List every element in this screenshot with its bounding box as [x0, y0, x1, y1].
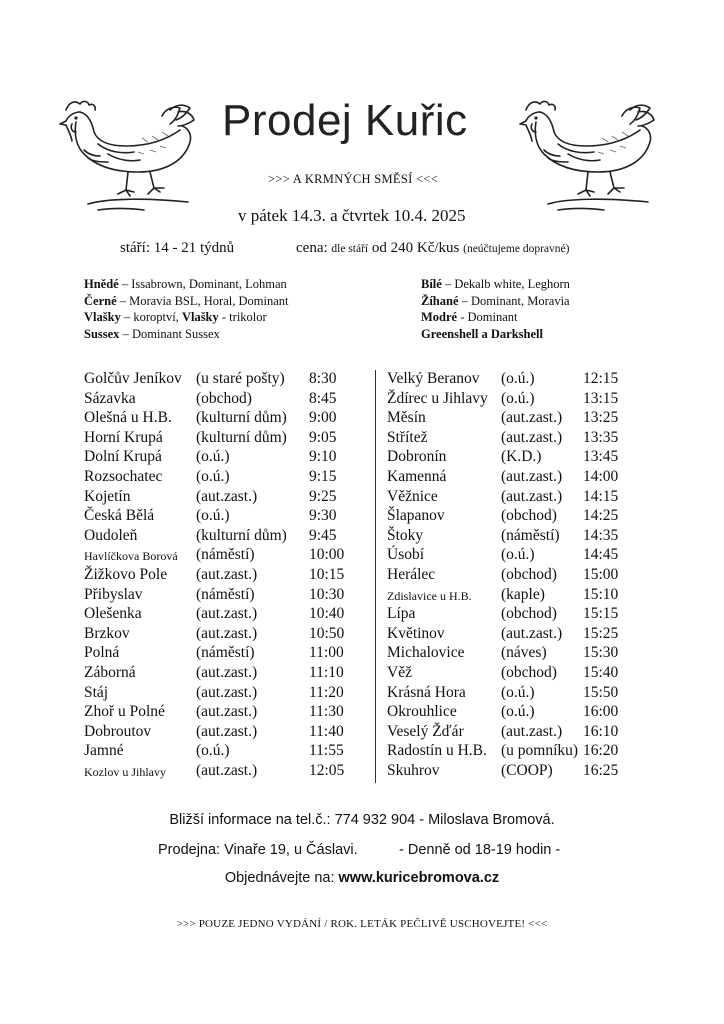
stop-time: 14:15 [583, 487, 619, 505]
breed-item: Vlašky – koroptví, Vlašky - trikolor [84, 310, 267, 324]
stop-location: (obchod) [501, 605, 557, 623]
stop-place: Žižkovo Pole [84, 565, 168, 583]
stop-location: (kulturní dům) [196, 428, 287, 446]
stop-place: Lípa [387, 605, 416, 623]
schedule-row [387, 448, 627, 468]
stop-time: 10:40 [309, 605, 345, 623]
stop-location: (o.ú.) [501, 703, 535, 721]
price-info [296, 240, 569, 257]
stop-location: (aut.zast.) [501, 409, 563, 427]
stop-place: Věž [387, 663, 412, 681]
breed-item: Hnědé – Issabrown, Dominant, Lohman [84, 277, 287, 291]
stop-time: 11:10 [309, 663, 344, 681]
stop-location: (aut.zast.) [501, 624, 563, 642]
schedule-row [387, 429, 627, 449]
stop-location: (náměstí) [501, 526, 560, 544]
schedule-row [84, 742, 354, 762]
schedule-row [84, 390, 354, 410]
schedule-row [387, 468, 627, 488]
schedule-row [387, 762, 627, 782]
schedule-row [387, 586, 627, 606]
stop-time: 10:50 [309, 624, 345, 642]
stop-time: 9:45 [309, 526, 337, 544]
stop-time: 15:00 [583, 565, 619, 583]
breed-item: Žíhané – Dominant, Moravia [421, 293, 570, 308]
schedule-right-column [387, 370, 627, 781]
stop-place: Štoky [387, 526, 424, 544]
stop-time: 8:45 [309, 389, 337, 407]
schedule-row [84, 409, 354, 429]
schedule-row [387, 409, 627, 429]
stop-place: Rozsochatec [84, 467, 163, 485]
stop-time: 11:30 [309, 703, 344, 721]
stop-time: 13:25 [583, 409, 619, 427]
stop-place: Havlíčkova Borová [84, 549, 178, 564]
stop-time: 11:55 [309, 742, 344, 760]
stop-place: Horní Krupá [84, 428, 163, 446]
column-divider [375, 370, 376, 783]
schedule-left-column [84, 370, 354, 781]
stop-time: 15:40 [583, 663, 619, 681]
stop-location: (aut.zast.) [196, 624, 258, 642]
stop-place: Zhoř u Polné [84, 703, 165, 721]
stop-location: (o.ú.) [196, 448, 230, 466]
breed-item: Černé – Moravia BSL, Horal, Dominant [84, 293, 289, 308]
stop-time: 10:30 [309, 585, 345, 603]
stop-location: (obchod) [196, 389, 252, 407]
stop-time: 12:15 [583, 370, 619, 387]
stop-time: 16:10 [583, 722, 619, 740]
stop-place: Golčův Jeníkov [84, 370, 182, 387]
stop-time: 14:25 [583, 507, 619, 525]
stop-place: Kojetín [84, 487, 131, 505]
stop-location: (aut.zast.) [196, 722, 258, 740]
schedule-row [387, 527, 627, 547]
stop-place: Kamenná [387, 467, 447, 485]
stop-place: Kozlov u Jihlavy [84, 764, 166, 779]
stop-place: Zdislavice u H.B. [387, 588, 472, 603]
breeds-list-left [84, 276, 288, 342]
stop-location: (o.ú.) [196, 742, 230, 760]
schedule-row [387, 625, 627, 645]
stop-time: 15:30 [583, 644, 619, 662]
stop-place: Ždírec u Jihlavy [387, 389, 488, 407]
stop-time: 15:25 [583, 624, 619, 642]
stop-time: 11:20 [309, 683, 344, 701]
stop-time: 11:00 [309, 644, 344, 662]
stop-place: Olešenka [84, 605, 142, 623]
stop-place: Michalovice [387, 644, 465, 662]
stop-location: (náměstí) [196, 585, 255, 603]
stop-place: Úsobí [387, 546, 425, 564]
breeds-list-right [421, 276, 570, 342]
stop-time: 9:25 [309, 487, 337, 505]
stop-place: Věžnice [387, 487, 438, 505]
stop-place: Měsín [387, 409, 426, 427]
stop-location: (aut.zast.) [196, 565, 258, 583]
stop-place: Dobroutov [84, 722, 152, 740]
stop-location: (aut.zast.) [196, 605, 258, 623]
website-link[interactable]: www.kuricebromova.cz [338, 870, 500, 886]
schedule-row [387, 546, 627, 566]
stop-place: Sázavka [84, 389, 136, 407]
stop-time: 10:00 [309, 546, 345, 564]
stop-location: (u pomníku) [501, 742, 579, 760]
stop-location: (o.ú.) [196, 507, 230, 525]
stop-location: (obchod) [501, 565, 557, 583]
stop-time: 15:10 [583, 585, 619, 603]
schedule-row [387, 703, 627, 723]
stop-time: 14:00 [583, 467, 619, 485]
stop-place: Česká Bělá [84, 507, 155, 525]
stop-time: 16:25 [583, 761, 619, 779]
stop-location: (COOP) [501, 761, 553, 779]
stop-time: 11:40 [309, 722, 344, 740]
stop-location: (o.ú.) [501, 370, 535, 387]
stop-location: (aut.zast.) [196, 761, 258, 779]
page-title: Prodej Kuřic [222, 96, 468, 145]
stop-location: (aut.zast.) [501, 467, 563, 485]
stop-time: 9:05 [309, 428, 337, 446]
schedule-row [84, 468, 354, 488]
stop-location: (kulturní dům) [196, 409, 287, 427]
schedule-row [84, 586, 354, 606]
stop-place: Brzkov [84, 624, 130, 642]
schedule-row [387, 605, 627, 625]
schedule-row [84, 566, 354, 586]
opening-hours: - Denně od 18-19 hodin - [399, 842, 561, 858]
stop-location: (aut.zast.) [501, 722, 563, 740]
hen-illustration-right [518, 92, 676, 222]
breed-item: Modré - Dominant [421, 310, 518, 324]
order-line [0, 870, 724, 886]
stop-location: (u staré pošty) [196, 370, 285, 387]
schedule-row [84, 703, 354, 723]
stop-place: Skuhrov [387, 761, 440, 779]
stop-time: 9:15 [309, 467, 337, 485]
schedule-row [387, 566, 627, 586]
schedule-row [84, 723, 354, 743]
stop-place: Herálec [387, 565, 436, 583]
stop-location: (o.ú.) [196, 467, 230, 485]
stop-time: 10:15 [309, 565, 345, 583]
stop-location: (K.D.) [501, 448, 542, 466]
schedule-row [84, 527, 354, 547]
stop-location: (aut.zast.) [501, 487, 563, 505]
schedule-row [84, 488, 354, 508]
stop-place: Střítež [387, 428, 428, 446]
stop-place: Stáj [84, 683, 109, 701]
schedule-row [387, 684, 627, 704]
schedule-row [84, 429, 354, 449]
stop-time: 16:20 [583, 742, 619, 760]
stop-place: Květinov [387, 624, 445, 642]
breed-item: Bílé – Dekalb white, Leghorn [421, 277, 570, 291]
stop-location: (náměstí) [196, 644, 255, 662]
stop-location: (aut.zast.) [501, 428, 563, 446]
schedule-row [84, 625, 354, 645]
price-note: (neúčtujeme dopravné) [463, 243, 570, 255]
shop-address: Prodejna: Vinaře 19, u Čáslavi. [158, 842, 358, 858]
schedule-row [84, 370, 354, 390]
stop-time: 16:00 [583, 703, 619, 721]
stop-place: Oudoleň [84, 526, 138, 544]
price-label: cena: [296, 240, 328, 256]
stop-location: (náves) [501, 644, 547, 662]
stop-place: Radostín u H.B. [387, 742, 487, 760]
schedule-row [84, 644, 354, 664]
schedule-row [387, 723, 627, 743]
breed-item: Greenshell a Darkshell [421, 326, 543, 341]
breed-item: Sussex – Dominant Sussex [84, 326, 220, 341]
stop-location: (aut.zast.) [196, 487, 258, 505]
schedule-row [387, 390, 627, 410]
schedule-row [84, 664, 354, 684]
stop-location: (náměstí) [196, 546, 255, 564]
price-value: od 240 Kč/kus [371, 240, 460, 256]
stop-location: (aut.zast.) [196, 663, 258, 681]
schedule-row [84, 448, 354, 468]
stop-location: (o.ú.) [501, 683, 535, 701]
footnote: >>> POUZE JEDNO VYDÁNÍ / ROK. LETÁK PEČLIVĚ USCHOVEJTE! <<< [176, 918, 548, 930]
schedule-row [387, 507, 627, 527]
stop-place: Okrouhlice [387, 703, 457, 721]
stop-location: (obchod) [501, 663, 557, 681]
stop-place: Šlapanov [387, 507, 445, 525]
stop-time: 15:15 [583, 605, 619, 623]
schedule-row [84, 684, 354, 704]
contact-info: Bližší informace na tel.č.: 774 932 904 - Miloslava Bromová. [169, 812, 555, 828]
stop-time: 9:00 [309, 409, 337, 427]
stop-time: 9:10 [309, 448, 337, 466]
schedule-row [387, 664, 627, 684]
schedule-row [387, 742, 627, 762]
subtitle: >>> A KRMNÝCH SMĚSÍ <<< [268, 172, 439, 186]
schedule-row [84, 507, 354, 527]
stop-location: (o.ú.) [501, 389, 535, 407]
stop-location: (kaple) [501, 585, 545, 603]
sale-dates: v pátek 14.3. a čtvrtek 10.4. 2025 [238, 206, 466, 225]
stop-location: (aut.zast.) [196, 683, 258, 701]
age-info: stáří: 14 - 21 týdnů [120, 240, 235, 256]
stop-time: 12:05 [309, 761, 345, 779]
stop-time: 13:15 [583, 389, 619, 407]
stop-location: (o.ú.) [501, 546, 535, 564]
schedule-row [84, 605, 354, 625]
stop-place: Záborná [84, 663, 136, 681]
stop-place: Polná [84, 644, 120, 662]
schedule-row [84, 762, 354, 782]
stop-location: (kulturní dům) [196, 526, 287, 544]
stop-time: 14:35 [583, 526, 619, 544]
schedule-row [387, 644, 627, 664]
order-label: Objednávejte na: [224, 870, 339, 886]
stop-location: (aut.zast.) [196, 703, 258, 721]
stop-place: Krásná Hora [387, 683, 466, 701]
stop-place: Dolní Krupá [84, 448, 162, 466]
stop-place: Olešná u H.B. [84, 409, 172, 427]
stop-place: Dobronín [387, 448, 447, 466]
stop-time: 9:30 [309, 507, 337, 525]
stop-place: Veselý Žďár [387, 722, 464, 740]
stop-time: 13:35 [583, 428, 619, 446]
stop-time: 13:45 [583, 448, 619, 466]
stop-time: 15:50 [583, 683, 619, 701]
schedule-row [387, 370, 627, 390]
hen-illustration-left [58, 92, 216, 222]
schedule-row [84, 546, 354, 566]
stop-time: 14:45 [583, 546, 619, 564]
stop-location: (obchod) [501, 507, 557, 525]
stop-place: Přibyslav [84, 585, 143, 603]
stop-place: Jamné [84, 742, 124, 760]
price-prefix: dle stáří [331, 243, 369, 255]
stop-place: Velký Beranov [387, 370, 480, 387]
stop-time: 8:30 [309, 370, 337, 387]
schedule-row [387, 488, 627, 508]
